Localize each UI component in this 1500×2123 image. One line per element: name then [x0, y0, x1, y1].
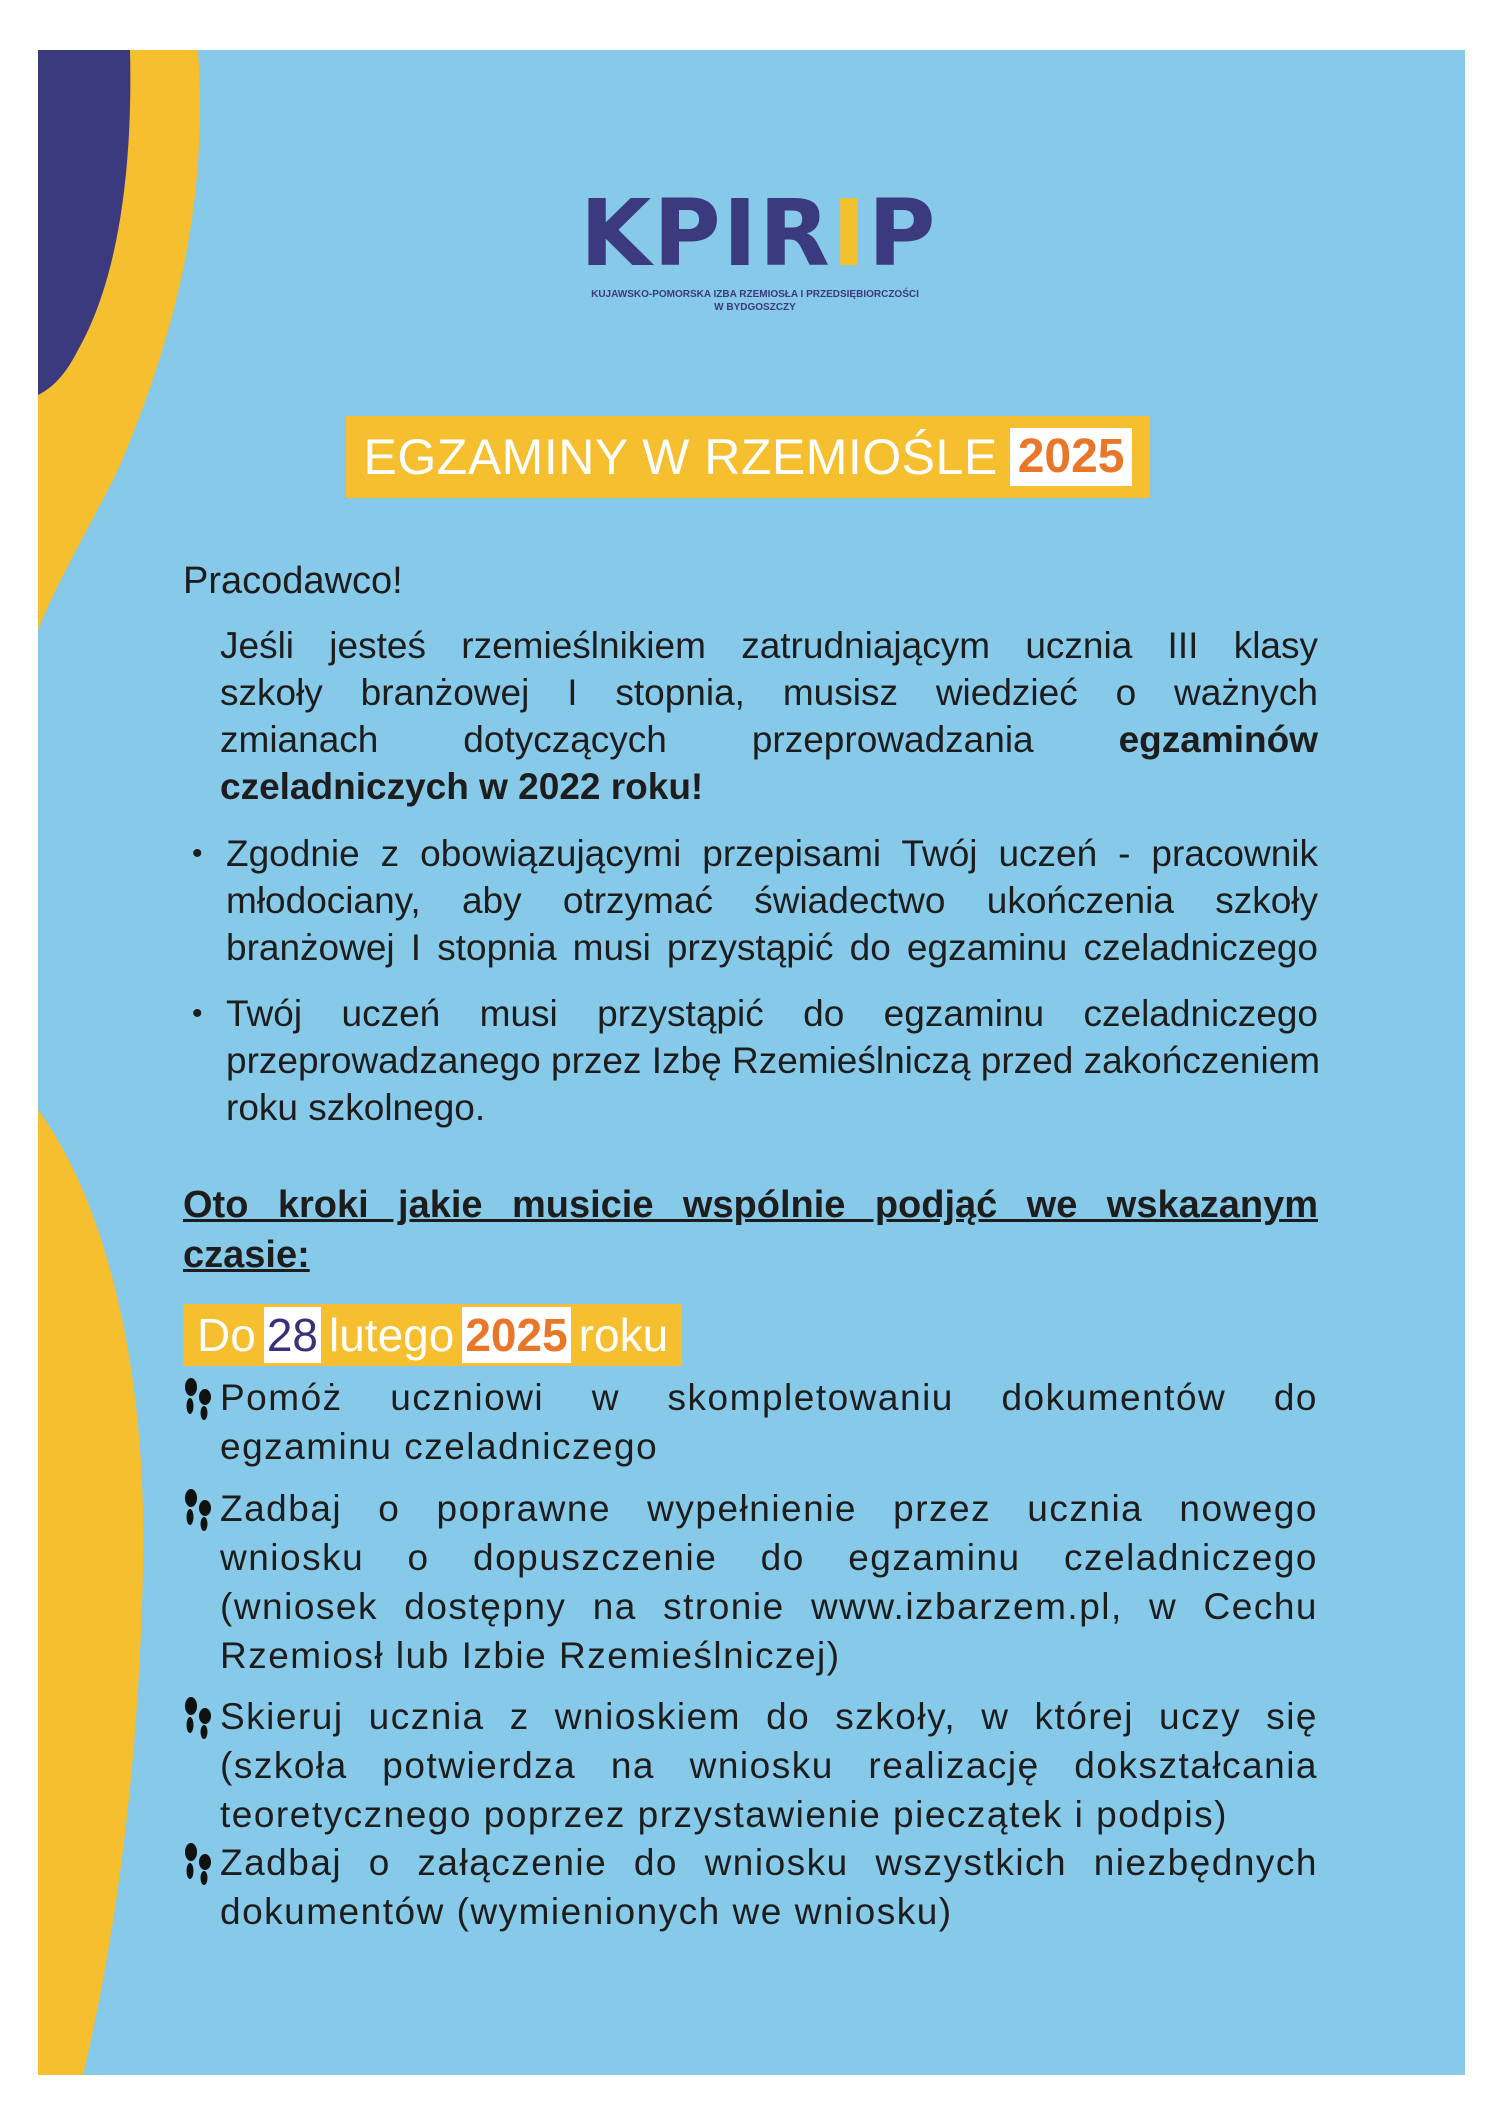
deadline-year: 2025 [462, 1307, 570, 1363]
intro-line: zmianach dotyczących przeprowadzania egzaminów [220, 719, 1318, 760]
intro-line: czeladniczych w 2022 roku! [220, 766, 704, 807]
bullet-item: • Twój uczeń musi przystąpić do egzaminu czeladniczego przeprowadzanego przez Izbę Rzemieślniczą przed zakończeniem roku szkolnego. [226, 990, 1318, 1131]
intro-paragraph [220, 622, 1318, 810]
footprints-icon [182, 1488, 214, 1534]
step-item: Zadbaj o załączenie do wniosku wszystkich niezbędnych dokumentów (wymienionych we wniosku) [220, 1838, 1318, 1936]
footprints-icon [182, 1842, 214, 1888]
logo-subtitle: KUJAWSKO-POMORSKA IZBA RZEMIOSŁA I PRZEDSIĘBIORCZOŚCI W BYDGOSZCZY [591, 289, 919, 313]
intro-line: Jeśli jesteś rzemieślnikiem zatrudniającym ucznia III klasy [220, 625, 1318, 666]
logo-wordmark: KPIRIP [580, 180, 938, 287]
intro-line: szkoły branżowej I stopnia, musisz wiedzieć o ważnych [220, 672, 1318, 713]
steps-heading: Oto kroki jakie musicie wspólnie podjąć we wskazanym czasie: [183, 1184, 1318, 1276]
yellow-curve-bottom [38, 1110, 143, 2075]
bullet-item: • Zgodnie z obowiązującymi przepisami Twój uczeń - pracownik młodociany, aby otrzymać świadectwo ukończenia szkoły branżowej I stopnia musi przystąpić do egzaminu czeladniczego [226, 830, 1318, 971]
step-item: Skieruj ucznia z wnioskiem do szkoły, w której uczy się (szkoła potwierdza na wniosku realizację dokształcania teoretycznego poprzez przystawienie pieczątek i podpis) [220, 1692, 1318, 1839]
footprints-icon [182, 1377, 214, 1423]
footprints-icon [182, 1696, 214, 1742]
step-item: Pomóż uczniowi w skompletowaniu dokumentów do egzaminu czeladniczego [220, 1373, 1318, 1471]
title-banner [346, 416, 1150, 498]
deadline-banner: Do 28 lutego 2025 roku [183, 1304, 682, 1366]
banner-title: EGZAMINY W RZEMIOŚLE [363, 429, 998, 485]
bullet-icon: • [192, 997, 203, 1030]
greeting: Pracodawco! [183, 560, 403, 602]
kpirip-logo [580, 180, 938, 314]
banner-year: 2025 [1010, 428, 1133, 486]
step-item: Zadbaj o poprawne wypełnienie przez ucznia nowego wniosku o dopuszczenie do egzaminu czeladniczego (wniosek dostępny na stronie www.izbarzem.pl, w Cechu Rzemiosł lub Izbie Rzemieślniczej) [220, 1484, 1318, 1680]
bullet-icon: • [192, 837, 203, 870]
deadline-day: 28 [264, 1307, 321, 1363]
